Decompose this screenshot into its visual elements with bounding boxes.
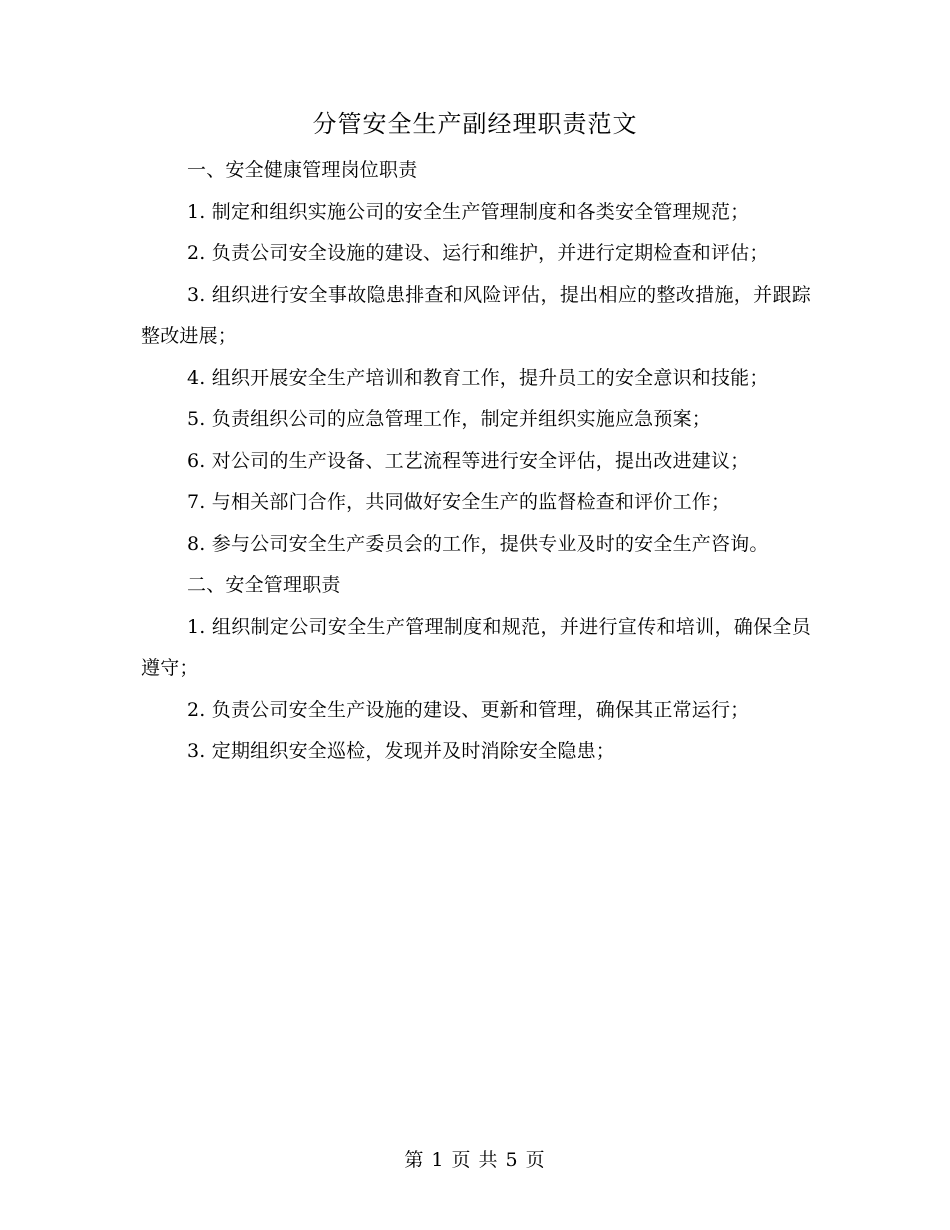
paragraph: 2. 负责公司安全设施的建设、运行和维护，并进行定期检查和评估； [187,242,769,264]
paragraph: 2. 负责公司安全生产设施的建设、更新和管理，确保其正常运行； [187,698,750,721]
document-body [141,150,811,773]
section-heading-1: 一、安全健康管理岗位职责 [187,159,418,181]
paragraph: 6. 对公司的生产设备、工艺流程等进行安全评估，提出改进建议； [187,449,750,472]
document-title: 分管安全生产副经理职责范文 [312,110,638,138]
paragraph: 5. 负责组织公司的应急管理工作，制定并组织实施应急预案； [187,408,711,430]
paragraph: 1. 组织制定公司安全生产管理制度和规范，并进行宣传和培训，确保全员遵守； [141,615,811,679]
paragraph: 3. 定期组织安全巡检，发现并及时消除安全隐患； [187,740,615,762]
paragraph: 7. 与相关部门合作，共同做好安全生产的监督检查和评价工作； [187,491,731,513]
page-footer: 第 1 页 共 5 页 [404,1149,546,1171]
paragraph: 3. 组织进行安全事故隐患排查和风险评估，提出相应的整改措施，并跟踪整改进展； [141,283,811,347]
section-heading-2: 二、安全管理职责 [187,574,341,596]
paragraph: 1. 制定和组织实施公司的安全生产管理制度和各类安全管理规范； [187,200,750,223]
paragraph: 8. 参与公司安全生产委员会的工作，提供专业及时的安全生产咨询。 [187,532,769,555]
paragraph: 4. 组织开展安全生产培训和教育工作，提升员工的安全意识和技能； [187,366,769,389]
